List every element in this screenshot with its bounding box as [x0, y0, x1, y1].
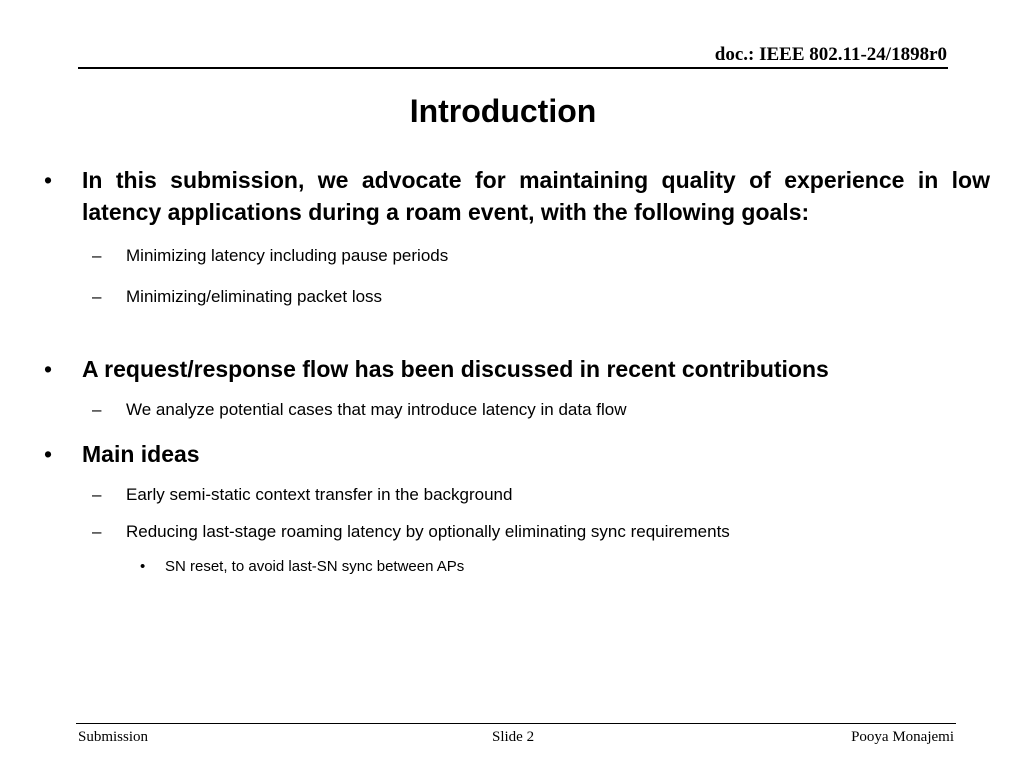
- sub-bullet-item: [92, 286, 383, 308]
- dash-marker: –: [92, 522, 102, 541]
- dash-marker: –: [92, 246, 102, 265]
- slide-title: Introduction: [409, 93, 597, 129]
- sub-bullet-item: [92, 484, 513, 506]
- sub-bullet-item: [92, 521, 730, 543]
- footer-slide-number: Slide 2: [492, 729, 535, 745]
- bullet-text: In this submission, we advocate for maintaining quality of experience in low latency applications during a roam event, with the following goals:: [82, 167, 990, 225]
- dash-marker: –: [92, 287, 102, 306]
- bullet-marker: •: [140, 558, 146, 575]
- sub-sub-bullet-item: [140, 557, 465, 577]
- footer-submission: Submission: [78, 729, 149, 745]
- footer-author: Pooya Monajemi: [851, 729, 954, 745]
- sub-bullet-item: [92, 245, 449, 267]
- sub-bullet-text: We analyze potential cases that may introduce latency in data flow: [126, 400, 627, 419]
- sub-bullet-item: [92, 399, 627, 421]
- dash-marker: –: [92, 400, 102, 419]
- document-id: doc.: IEEE 802.11-24/1898r0: [714, 44, 947, 65]
- bullet-marker: •: [44, 167, 53, 193]
- bullet-marker: •: [44, 356, 53, 382]
- sub-bullet-text: Early semi-static context transfer in the background: [126, 485, 513, 504]
- sub-sub-bullet-text: SN reset, to avoid last-SN sync between APs: [165, 558, 465, 575]
- sub-bullet-text: Minimizing/eliminating packet loss: [126, 287, 383, 306]
- bullet-text: Main ideas: [82, 441, 200, 467]
- footer-divider: [76, 723, 956, 724]
- dash-marker: –: [92, 485, 102, 504]
- bullet-text: A request/response flow has been discussed in recent contributions: [82, 356, 829, 382]
- header-divider: [78, 67, 948, 69]
- bullet-item: [44, 164, 990, 228]
- sub-bullet-text: Minimizing latency including pause periods: [126, 246, 449, 265]
- bullet-marker: •: [44, 441, 53, 467]
- bullet-item: [44, 438, 200, 470]
- sub-bullet-text: Reducing last-stage roaming latency by optionally eliminating sync requirements: [126, 522, 730, 541]
- bullet-item: [44, 353, 829, 385]
